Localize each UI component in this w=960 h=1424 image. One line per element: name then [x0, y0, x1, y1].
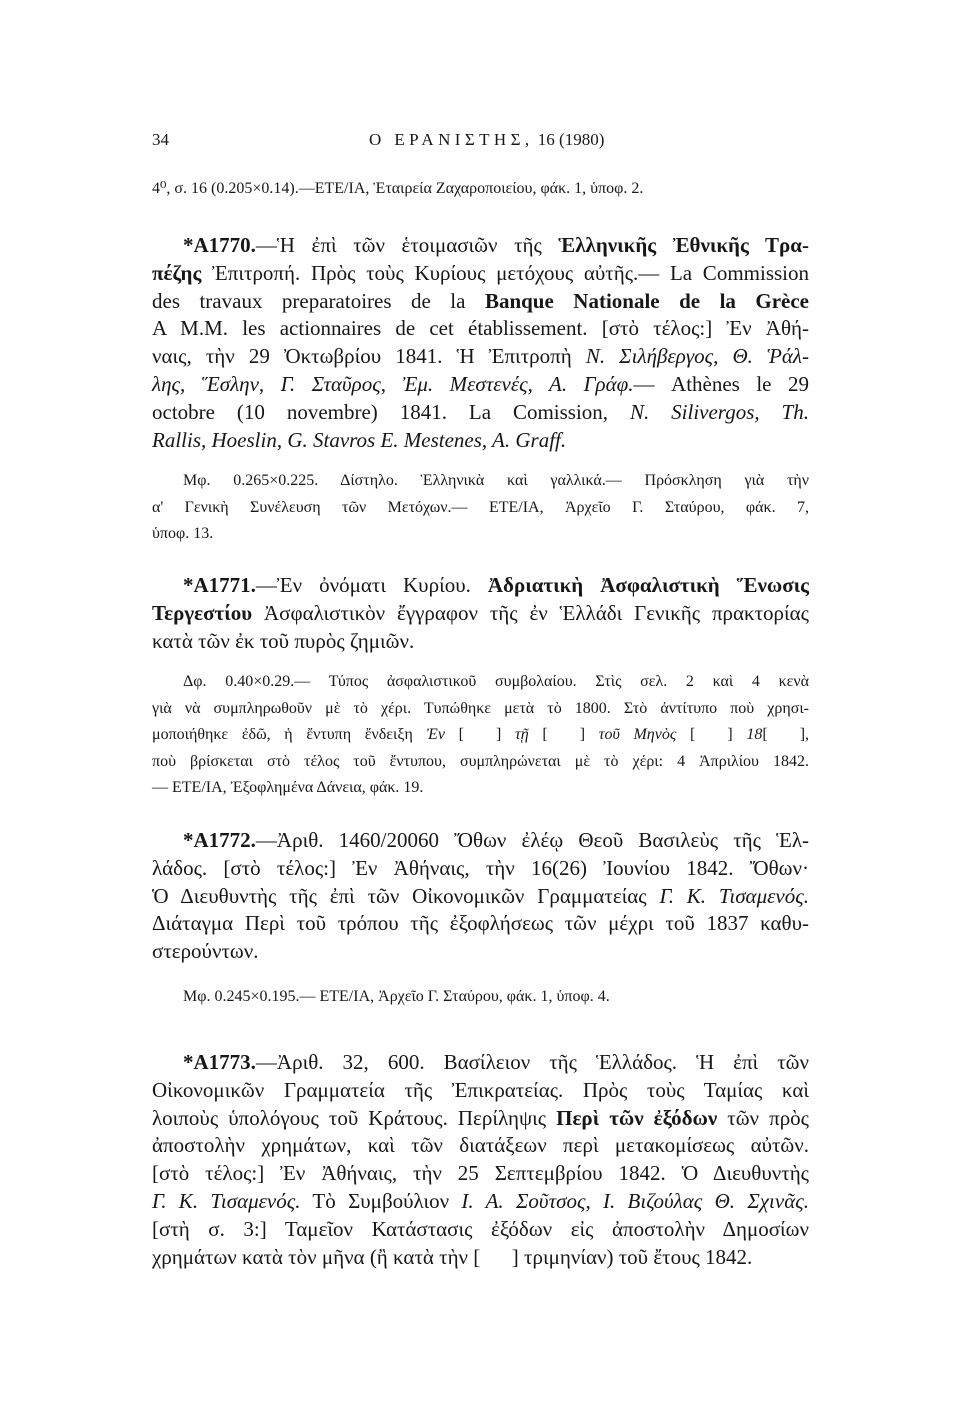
text-line	[152, 696, 809, 723]
italic-text: Rallis, Hoeslin, G. Stavros E. Mestenes, A. Graff.	[152, 427, 567, 452]
entry-a1770-description	[152, 232, 809, 454]
text-run: —Ἀριθ. 32, 600. Βασίλειον τῆς Ἑλλάδος. Ἡ ἐπὶ τῶν	[255, 1050, 809, 1074]
bold-text: *A1770.	[183, 233, 256, 257]
text-line	[152, 468, 809, 495]
bold-text: Ἀδριατικὴ Ἀσφαλιστικὴ Ἕνωσις	[487, 573, 809, 597]
text-run: γιὰ νὰ συμπληρωθοῦν μὲ τὸ χέρι. Τυπώθηκε μετὰ τὸ 1800. Στὸ ἀντίτυπο ποὺ χρησι-	[152, 699, 809, 717]
running-head	[152, 126, 809, 154]
line-content	[183, 472, 809, 489]
text-line	[152, 722, 809, 749]
italic-text: Γ. Κ. Τισαμενός.	[659, 883, 809, 908]
text-line	[152, 521, 809, 548]
text-line	[152, 1216, 809, 1244]
text-run: ναις, τὴν 29 Ὀκτωβρίου 1841. Ἡ Ἐπιτροπὴ	[152, 344, 586, 369]
bold-text: Περὶ τῶν ἐξόδων	[556, 1105, 718, 1130]
line-content	[152, 400, 809, 424]
line-content	[152, 499, 809, 516]
text-line	[152, 1244, 809, 1272]
line-content	[152, 289, 809, 313]
line-content	[152, 261, 809, 285]
text-line	[152, 427, 809, 455]
line-content	[183, 573, 809, 597]
line-content	[152, 1133, 809, 1157]
text-run: Διάταγμα Περὶ τοῦ τρόπου τῆς ἐξοφλήσεως τῶν μέχρι τοῦ 1837 καθυ-	[152, 911, 809, 936]
bold-text: *A1773.	[183, 1050, 256, 1074]
line-content	[152, 726, 809, 743]
line-content	[152, 316, 809, 340]
text-line	[152, 176, 809, 203]
text-run: Μφ. 0.265×0.225. Δίστηλο. Ἑλληνικὰ καὶ γαλλικά.— Πρόσκληση γιὰ τὴν	[183, 472, 809, 489]
line-content	[152, 428, 566, 452]
text-line	[152, 315, 809, 343]
continuation-note	[152, 176, 809, 203]
text-line	[152, 883, 809, 911]
journal-heading	[369, 126, 604, 154]
text-run: λοιποὺς ὑπολόγους τοῦ Κράτους. Περίληψις	[152, 1105, 557, 1130]
bold-text: πέζης	[152, 260, 202, 285]
text-line	[152, 1077, 809, 1105]
line-content	[152, 856, 809, 880]
line-content	[152, 700, 809, 717]
text-run: Ὁ Διευθυντὴς τῆς ἐπὶ τῶν Οἰκονομικῶν Γραμματείας	[152, 883, 660, 908]
line-content	[152, 601, 809, 625]
text-run: octobre (10 novembre) 1841. La Comission,	[152, 399, 630, 424]
text-line	[152, 1132, 809, 1160]
page-number: 34	[152, 130, 169, 149]
text-line	[152, 628, 809, 656]
text-run: Τὸ Συμβούλιον	[300, 1188, 462, 1213]
text-line	[152, 572, 809, 600]
text-run: [ ]	[676, 726, 747, 743]
line-content	[152, 911, 809, 935]
line-content	[152, 753, 809, 770]
text-run: Δφ. 0.40×0.29.— Τύπος ἀσφαλιστικοῦ συμβολαίου. Στὶς σελ. 2 καὶ 4 κενὰ	[183, 673, 809, 690]
text-run: [ ]	[528, 726, 599, 743]
text-run: [ ]	[444, 726, 515, 743]
italic-text: Ἐν	[426, 726, 445, 743]
text-line	[152, 232, 809, 260]
text-line	[152, 495, 809, 522]
text-run: [στὴ σ. 3:] Ταμεῖον Κατάστασις ἐξόδων εἰς ἀποστολὴν Δημοσίων	[152, 1216, 809, 1241]
italic-text: Ν. Σιλήβεργος, Θ. Ῥάλ-	[585, 344, 809, 369]
line-content	[152, 180, 643, 197]
italic-text: N. Silivergos, Th.	[629, 399, 809, 424]
text-line	[152, 910, 809, 938]
issue-number: 16 (1980)	[537, 130, 605, 149]
text-run: κατὰ τῶν ἐκ τοῦ πυρὸς ζημιῶν.	[152, 628, 415, 653]
text-line	[152, 1105, 809, 1133]
entry-a1772-description	[152, 827, 809, 966]
text-line	[152, 984, 809, 1011]
bold-text: Banque Nationale de la Grèce	[484, 288, 809, 313]
text-run: ὑποφ. 13.	[152, 525, 214, 542]
line-content	[152, 372, 809, 396]
text-line	[152, 827, 809, 855]
bold-text: Τεργεστίου	[152, 600, 253, 625]
entry-a1770-note	[152, 468, 809, 548]
italic-text: λης, Ἕσλην, Γ. Σταῦρος, Ἐμ. Μεστενές, Α. Γράφ.	[152, 371, 634, 396]
italic-text: τοῦ Μηνὸς	[598, 726, 677, 743]
text-run: —Ἐν ὀνόματι Κυρίου.	[255, 573, 488, 597]
line-content	[152, 629, 414, 653]
line-content	[152, 779, 423, 796]
italic-text: Γ. Κ. Τισαμενός.	[152, 1188, 301, 1213]
line-content	[152, 525, 213, 542]
line-content	[152, 1161, 809, 1185]
text-run: χρημάτων κατὰ τὸν μῆνα (ἢ κατὰ τὴν [ ] τριμηνίαν) τοῦ ἔτους 1842.	[152, 1244, 753, 1269]
text-run: α' Γενικὴ Συνέλευση τῶν Μετόχων.— ΕΤΕ/ΙΑ, Ἀρχεῖο Γ. Σταύρου, φάκ. 7,	[152, 498, 809, 516]
text-run: στερούντων.	[152, 939, 259, 964]
entry-a1772-note	[152, 984, 809, 1011]
text-line	[152, 399, 809, 427]
text-run: [ ],	[762, 726, 810, 743]
text-run: τῶν πρὸς	[717, 1105, 809, 1130]
text-line	[152, 260, 809, 288]
line-content	[183, 1050, 809, 1074]
text-run: —Ἡ ἐπὶ τῶν ἑτοιμασιῶν τῆς	[255, 233, 559, 257]
text-run: A M.M. les actionnaires de cet établissement. [στὸ τέλος:] Ἐν Ἀθή-	[152, 316, 809, 341]
line-content	[152, 1217, 809, 1241]
line-content	[152, 344, 809, 368]
text-line	[152, 938, 809, 966]
line-content	[152, 1078, 809, 1102]
line-content	[152, 1106, 809, 1130]
text-line	[152, 343, 809, 371]
text-run: Οἰκονομικῶν Γραμματεία τῆς Ἐπικρατείας. Πρὸς τοὺς Ταμίας καὶ	[152, 1077, 809, 1102]
italic-text: 18	[746, 726, 763, 743]
line-content	[183, 673, 809, 690]
line-content	[152, 1245, 752, 1269]
text-line	[152, 288, 809, 316]
text-line	[152, 749, 809, 776]
bold-text: *A1771.	[183, 573, 256, 597]
line-content	[183, 828, 809, 852]
entry-a1771-note	[152, 669, 809, 802]
text-run: λάδος. [στὸ τέλος:] Ἐν Ἀθήναις, τὴν 16(26) Ἰουνίου 1842. Ὄθων·	[152, 855, 809, 880]
line-content	[183, 988, 610, 1005]
line-content	[183, 233, 809, 257]
text-run: — ΕΤΕ/ΙΑ, Ἐξοφλημένα Δάνεια, φάκ. 19.	[152, 779, 424, 796]
text-line	[152, 775, 809, 802]
italic-text: τῇ	[515, 726, 529, 743]
text-line	[152, 600, 809, 628]
bold-text: Ἑλληνικῆς Ἐθνικῆς Τρα-	[558, 233, 809, 257]
text-line	[152, 1049, 809, 1077]
text-run: Ἐπιτροπή. Πρὸς τοὺς Κυρίους μετόχους αὐτῆς.— La Commission	[201, 260, 809, 285]
bold-text: *A1772.	[183, 828, 256, 852]
italic-text: Ι. Α. Σοῦτσος, Ι. Βιζούλας Θ. Σχινᾶς.	[461, 1188, 809, 1213]
text-line	[152, 1188, 809, 1216]
line-content	[152, 1189, 809, 1213]
text-line	[152, 855, 809, 883]
text-line	[152, 371, 809, 399]
text-run: Ἀσφαλιστικὸν ἔγγραφον τῆς ἐν Ἑλλάδι Γενικῆς πρακτορίας	[252, 600, 809, 625]
line-content	[152, 939, 258, 963]
entry-a1773-description	[152, 1049, 809, 1271]
text-run: μοποιήθηκε ἐδῶ, ἡ ἔντυπη ἔνδειξη	[152, 726, 427, 743]
text-run: des travaux preparatoires de la	[152, 288, 485, 313]
text-run: ποὺ βρίσκεται στὸ τέλος τοῦ ἔντυπου, συμπληρώνεται μὲ τὸ χέρι: 4 Ἀπριλίου 1842.	[152, 752, 809, 770]
text-line	[152, 1160, 809, 1188]
journal-name: Ο ΕΡΑΝΙΣΤΗΣ,	[369, 130, 534, 149]
text-run: — Athènes le 29	[633, 371, 809, 396]
text-run: —Ἀριθ. 1460/20060 Ὄθων ἐλέῳ Θεοῦ Βασιλεὺς τῆς Ἑλ-	[255, 828, 809, 852]
line-content	[152, 884, 809, 908]
text-line	[152, 669, 809, 696]
entry-a1771-description	[152, 572, 809, 655]
text-run: 4⁰, σ. 16 (0.205×0.14).—ΕΤΕ/ΙΑ, Ἑταιρεία Ζαχαροποιείου, φάκ. 1, ὑποφ. 2.	[152, 180, 644, 197]
text-run: Μφ. 0.245×0.195.— ΕΤΕ/ΙΑ, Ἀρχεῖο Γ. Σταύρου, φάκ. 1, ὑποφ. 4.	[183, 988, 610, 1005]
text-run: ἀποστολὴν χρημάτων, καὶ τῶν διατάξεων περὶ μετακομίσεως αὐτῶν.	[152, 1133, 809, 1158]
text-run: [στὸ τέλος:] Ἐν Ἀθήναις, τὴν 25 Σεπτεμβρίου 1842. Ὁ Διευθυντὴς	[152, 1161, 809, 1186]
